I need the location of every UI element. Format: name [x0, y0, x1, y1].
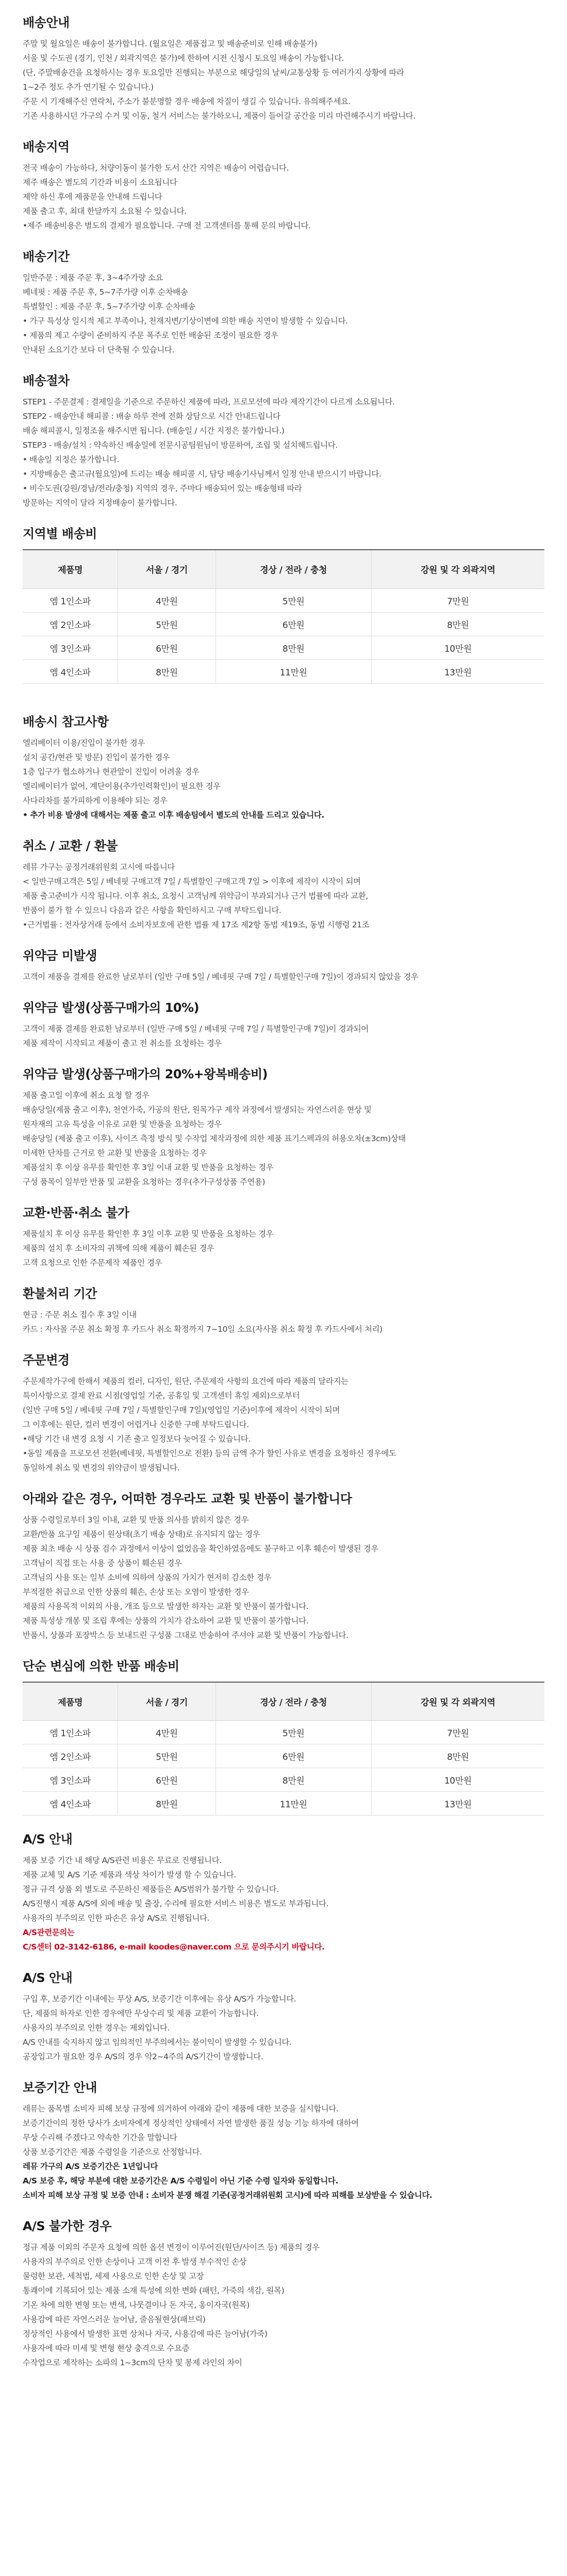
info-sections-group-3 [23, 1831, 544, 2370]
section-line: 고객이 제품 결제를 완료한 날로부터 (일반 구매 5일 / 베네핏 구매 7일 / 특별할인구매 7일)이 경과되어 [23, 1024, 369, 1033]
section-line: 동일하게 취소 및 변경의 위약금이 발생됩니다. [23, 1463, 180, 1472]
section-line: STEP3 - 배송/설치 : 약속하신 배송일에 전문시공팀원님이 방문하여, 조립 및 설치해드립니다. [23, 440, 338, 450]
table-cell: 엠 1인소파 [23, 1721, 118, 1744]
section-line: 서울 및 수도권 (경기, 인천 / 외곽지역은 불가)에 한하여 시전 신청시 토요일 배송이 가능합니다. [23, 54, 344, 63]
table-header-cell: 강원 및 각 외곽지역 [371, 550, 544, 588]
table-cell: 엠 2인소파 [23, 1744, 118, 1768]
section-line: 사용감에 따른 자연스러운 늘어남, 줄음될현상(패브릭) [23, 2315, 206, 2324]
section-title: 주문변경 [23, 1352, 70, 1367]
section-line: 부적절한 취급으로 인한 상품의 훼손, 손상 또는 오염이 발생한 경우 [23, 1587, 249, 1597]
table-row [23, 1792, 544, 1816]
table-row [23, 1721, 544, 1744]
table-cell: 5만원 [118, 1744, 215, 1768]
section-line: A/S 보증 후, 해당 부분에 대한 보증기간은 A/S 수령일이 아닌 기준 수령 일자와 동일합니다. [23, 2176, 339, 2185]
info-section [23, 1831, 544, 1954]
section-line: 제품 출고준비가 시작 됩니다. 이후 취소, 요청시 고객님께 위약금이 부과되거나 근거 법률에 따라 교환, [23, 891, 368, 901]
info-section [23, 838, 544, 932]
section-title: A/S 안내 [23, 1971, 73, 1985]
table-cell: 엠 4인소파 [23, 1792, 118, 1816]
section-line: 전국 배송이 가능하다, 처량이동이 불가한 도서 산간 지역은 배송이 어렵습니다. [23, 163, 289, 173]
section-line: STEP1 - 주문결제 : 결제일을 기준으로 주문하신 제품에 따라, 프로모션에 따라 제작기간이 다르게 소요됩니다. [23, 397, 395, 406]
table-cell: 8만원 [118, 659, 215, 683]
section-line: 엘리베이터 이용/진입이 불가한 경우 [23, 738, 145, 748]
section-line: 일반주문 : 제품 주문 후, 3~4주가량 소요 [23, 273, 163, 282]
table-cell: 8만원 [215, 636, 371, 659]
table-header-cell: 강원 및 각 외곽지역 [371, 1683, 544, 1721]
table-cell: 8만원 [371, 1744, 544, 1768]
section-line: 정규 규격 상품 외 별도로 주문하신 제품들은 A/S범위가 불가할 수 있습니다. [23, 1885, 279, 1894]
table-cell: 엠 3인소파 [23, 1768, 118, 1792]
section-line: • 추가 비용 발생에 대해서는 제품 출고 이후 배송팀에서 별도의 안내를 드리고 있습니다. [23, 810, 325, 820]
section-line: 주문제작가구에 한해서 제품의 컬러, 디자인, 원단, 주문제작 사항의 요건에 따라 제품의 달라지는 [23, 1376, 348, 1386]
section-line: 1~2주 정도 추가 연기될 수 있습니다.) [23, 82, 154, 92]
table-cell: 6만원 [215, 1744, 371, 1768]
table-row [23, 588, 544, 612]
section-line: 반품이 불가 할 수 있으니 다음과 같은 사항을 확인하시고 구매 부탁드립니다. [23, 905, 281, 915]
section-title: 위약금 발생(상품구매가의 10%) [23, 1000, 199, 1015]
info-sections-group-1 [23, 14, 544, 510]
section-line: 물렁한 보관, 세척법, 세제 사용으로 인한 손상 및 고장 [23, 2272, 204, 2281]
section-line: 제품의 사용목적 이외의 사용, 개조 등으로 발생한 하자는 교환 및 반품이 불가합니다. [23, 1601, 309, 1611]
info-section [23, 1285, 544, 1336]
section-line: 설치 공간/현관 및 방문) 진입이 불가한 경우 [23, 752, 170, 762]
section-line: 단, 제품의 하자로 인한 경우에만 무상수리 및 제품 교환이 가능합니다. [23, 2009, 259, 2018]
table-row [23, 1768, 544, 1792]
info-section [23, 2218, 544, 2370]
table-cell: 8만원 [118, 1792, 215, 1816]
info-section [23, 372, 544, 510]
info-section [23, 139, 544, 233]
section-line: 원자재의 고유 특성을 이유로 교환 및 반품을 요청하는 경우 [23, 1119, 222, 1129]
info-section [23, 14, 544, 123]
section-line: 고객님이 직접 또는 사용 중 상품이 훼손된 경우 [23, 1558, 182, 1568]
table-header-cell: 제품명 [23, 550, 118, 588]
section-line: A/S 안내를 숙지하지 않고 임의적인 부주의에서는 불이익이 발생할 수 있습니다. [23, 2038, 292, 2047]
section-line: 무상 수리해 주겠다고 약속한 기간을 말합니다 [23, 2133, 177, 2142]
section-line: 엘리베이터가 없어, 계단이용(추가인력확인)이 필요한 경우 [23, 781, 221, 791]
section-line: •해당 기간 내 변경 요청 시 기존 출고 일정보다 늦어질 수 있습니다. [23, 1434, 251, 1444]
info-section [23, 714, 544, 822]
table-cell: 11만원 [215, 659, 371, 683]
table-row [23, 659, 544, 683]
section-line: < 일반구매고객은 5일 / 베네핏 구매고객 7일 / 특별할인 구매고객 7일 > 이후에 제작이 시작이 되며 [23, 876, 361, 886]
section-line: 주문 시 기재해주신 연락처, 주소가 불분명할 경우 배송에 차질이 생길 수 있습니다. 유의해주세요. [23, 97, 351, 106]
table-cell: 8만원 [215, 1768, 371, 1792]
table-header-cell: 경상 / 전라 / 충청 [215, 1683, 371, 1721]
section-line: 정상적인 사용에서 발생한 표면 상처나 자국, 사용감에 따른 늘어남(가죽) [23, 2329, 268, 2338]
section-line: 수작업으로 제작하는 소파의 1~3cm의 단차 및 봉제 라인의 차이 [23, 2358, 242, 2367]
info-section [23, 1066, 544, 1189]
section-line: 사용자의 부주의로 인한 경우는 제외입니다. [23, 2023, 170, 2032]
section-line: •동일 제품을 프로모션 전환(베네핏, 특별할인으로 전환) 등의 금액 추가 할인 사유로 변경을 요청하신 경우에도 [23, 1448, 396, 1458]
table-cell: 6만원 [118, 1768, 215, 1792]
section-title: 배송안내 [23, 15, 70, 30]
section-line: 그 이후에는 원단, 컬러 변경이 어렵거나 신중한 구매 부탁드립니다. [23, 1419, 249, 1429]
section-line: STEP2 - 배송안내 해피콜 : 배송 하루 전에 전화 상담으로 시간 안내드립니다 [23, 412, 280, 421]
table-cell: 11만원 [215, 1792, 371, 1816]
section-line: A/S관련문의는 [23, 1928, 75, 1937]
section-line: 제품 교체 및 A/S 기준 제품과 색상 차이가 발생 할 수 있습니다. [23, 1870, 236, 1879]
section-line: 제품 출고 후, 최대 한달까지 소요될 수 있습니다. [23, 207, 187, 216]
section-line: 사용자의 부주의로 인한 손상이나 고객 이전 후 발생 부수적인 손상 [23, 2257, 247, 2266]
section-line: 제품 제작이 시작되고 제품이 출고 전 취소를 요청하는 경우 [23, 1038, 222, 1048]
section-line: • 배송일 지정은 불가합니다. [23, 455, 120, 464]
section-line: 상품 보증기간은 제품 수령일을 기준으로 산정합니다. [23, 2147, 202, 2157]
table-cell: 8만원 [371, 612, 544, 636]
section-line: 주말 및 월요일은 배송이 불가합니다. (월요일은 제품접고 및 배송준비로 인해 배송불가) [23, 39, 318, 48]
section-line: 제품 보증 기간 내 해당 A/S관련 비용은 무료로 진행됩니다. [23, 1856, 222, 1865]
section-line: 배송당일 (제품 출고 이후), 사이즈 측정 방식 및 수작업 제작과정에 의한 제품 표기스펙과의 허용오차(±3cm)상태 [23, 1133, 406, 1143]
section-line: •제주 배송비용은 별도의 결제가 필요합니다. 구매 전 고객센터를 통해 문의 바랍니다. [23, 221, 311, 230]
table-row [23, 612, 544, 636]
table-cell: 5만원 [215, 588, 371, 612]
section-line: 기존 사용하시던 가구의 수거 및 이동, 철거 서비스는 불가하오니, 제품이 들어갈 공간을 미리 마련해주시기 바랍니다. [23, 111, 415, 121]
section-line: 1층 입구가 협소하거나 현관앞이 진입이 어려울 경우 [23, 767, 199, 776]
info-section [23, 1970, 544, 2064]
section-line: 제품설치 후 이상 유무를 확인한 후 3일 이내 교환 및 반품을 요청하는 경우 [23, 1162, 274, 1172]
table-header-cell: 서울 / 경기 [118, 1683, 215, 1721]
fee-table-1-title: 지역별 배송비 [23, 527, 97, 541]
table-cell: 10만원 [371, 1768, 544, 1792]
fee-table-1 [23, 549, 544, 684]
info-section [23, 1352, 544, 1475]
section-line: 특이사항으로 결제 완료 시점(영업일 기준, 공휴일 및 고객센터 휴일 제외)으로부터 [23, 1391, 300, 1400]
table-header-cell: 서울 / 경기 [118, 550, 215, 588]
section-title: 아래와 같은 경우, 어떠한 경우라도 교환 및 반품이 불가합니다 [23, 1491, 352, 1506]
section-line: • 비수도권(강원/경남/전라/충청) 지역의 경우, 주마다 배송되어 있는 배송형태 따라 [23, 484, 302, 493]
table-cell: 엠 1인소파 [23, 588, 118, 612]
info-section [23, 1205, 544, 1270]
section-line: 제품 최초 배송 시 상품 검수 과정에서 이상이 없었음을 확인하였음에도 불구하고 이후 훼손이 발생된 경우 [23, 1544, 379, 1553]
section-line: 베네핏 : 제품 주문 후, 5~7주가량 이후 순차배송 [23, 287, 188, 297]
table-cell: 엠 2인소파 [23, 612, 118, 636]
section-line: 고객님의 사용 또는 일부 소비에 의하여 상품의 가치가 현저히 감소한 경우 [23, 1572, 272, 1582]
section-title: A/S 안내 [23, 1832, 73, 1846]
section-line: 방문하는 지역이 달라 지정배송이 불가합니다. [23, 498, 177, 507]
section-line: 안내된 소요기간 보다 더 단축될 수 있습니다. [23, 345, 175, 354]
section-line: 레뮤 가구의 A/S 보증기간은 1년입니다 [23, 2162, 158, 2171]
section-title: 배송지역 [23, 140, 70, 154]
section-line: 현금 : 주문 취소 접수 후 3일 이내 [23, 1310, 137, 1319]
table-header-cell: 경상 / 전라 / 충청 [215, 550, 371, 588]
section-line: 제품 출고일 이후에 취소 요청 할 경우 [23, 1090, 149, 1100]
section-title: 보증기간 안내 [23, 2080, 97, 2095]
table-cell: 4만원 [118, 1721, 215, 1744]
section-line: 공장입고가 필요한 경우 A/S의 경우 약2~4주의 A/S기간이 발생합니다. [23, 2052, 263, 2061]
section-line: 기온 차에 의한 변형 또는 변색, 나뭇결이나 돈 자국, 옹이자국(원목) [23, 2300, 249, 2310]
section-line: 고객이 제품을 결제를 완료한 날로부터 (일반 구매 5일 / 베네핏 구매 7일 / 특별할인구매 7일)이 경과되지 않았을 경우 [23, 972, 419, 981]
section-line: 사다리차를 불가피하게 이용해야 되는 경우 [23, 795, 168, 805]
info-section [23, 999, 544, 1050]
section-title: 위약금 미발생 [23, 948, 97, 963]
fee-table-2-title: 단순 변심에 의한 반품 배송비 [23, 1658, 179, 1673]
section-title: 배송시 참고사항 [23, 714, 109, 729]
section-line: 보증기간이의 정한 당사가 소비자에게 정상적인 상태에서 자연 발생한 품질 성능 기능 하자에 대하여 [23, 2119, 359, 2128]
table-cell: 13만원 [371, 1792, 544, 1816]
table-cell: 6만원 [118, 636, 215, 659]
section-title: 배송기간 [23, 249, 70, 264]
table-cell: 4만원 [118, 588, 215, 612]
section-title: 배송절차 [23, 374, 70, 388]
info-section [23, 1490, 544, 1642]
section-line: 사용자의 부주의로 인한 파손은 유상 A/S로 진행됩니다. [23, 1913, 210, 1923]
section-line: 구입 후, 보증기간 이내에는 무상 A/S, 보증기간 이후에는 유상 A/S가 가능합니다. [23, 1994, 296, 2004]
section-line: 레뮤는 품목별 소비자 피해 보상 규정에 의거하여 아래와 같이 제품에 대한 보증을 실시합니다. [23, 2104, 339, 2113]
section-line: 제품의 설치 후 소비자의 귀책에 의해 제품이 훼손된 경우 [23, 1243, 214, 1253]
section-line: A/S진행시 제품 A/S에 외에 배송 및 출장, 수리에 필요한 서비스 비용은 별도로 부과됩니다. [23, 1899, 329, 1908]
section-line: 사용자에 따라 미세 및 변형 현상 충격으로 수요증 [23, 2344, 190, 2353]
section-line: 상품 수령일로부터 3일 이내, 교환 및 반품 의사를 밝히지 않은 경우 [23, 1515, 249, 1524]
section-title: 취소 / 교환 / 환불 [23, 838, 118, 853]
info-section [23, 947, 544, 984]
table-cell: 7만원 [371, 1721, 544, 1744]
section-title: 환불처리 기간 [23, 1286, 97, 1301]
section-line: (일반 구매 5일 / 베네핏 구매 7일 / 특별할인구매 7일)(영업일 기준)이후에 제작이 시작이 되며 [23, 1405, 340, 1415]
section-line: 제주 배송은 별도의 기간과 비용이 소요됩니다 [23, 178, 177, 187]
section-line: 제약 하신 후에 제품문을 안내해 드립니다 [23, 192, 162, 201]
section-line: 소비자 피해 보상 규정 및 보증 안내 : 소비자 분쟁 해결 기준(공정거래위원회 고시)에 따라 피해를 보상받을 수 있습니다. [23, 2191, 432, 2200]
table-cell: 5만원 [118, 612, 215, 636]
table-row [23, 636, 544, 659]
section-line: 반품시, 상품과 포장박스 등 보내드린 구성품 그대로 반송하여 주셔야 교환 및 반품이 가능합니다. [23, 1630, 348, 1640]
fee-table-2 [23, 1682, 544, 1816]
section-line: 특별할인 : 제품 주문 후, 5~7주가량 이후 순차배송 [23, 302, 195, 311]
fee-table-2-section [23, 1658, 544, 1816]
section-title: 위약금 발생(상품구매가의 20%+왕복배송비) [23, 1066, 268, 1081]
table-header-cell: 제품명 [23, 1683, 118, 1721]
section-line: • 제품의 제고 수량이 준비하지 주문 폭주로 인한 배송된 조정이 필요한 경우 [23, 331, 278, 340]
section-line: 배송 해피콜시, 일정조율 해주시면 됩니다. (배송일 / 시간 지정은 불가합니다.) [23, 426, 285, 435]
section-line: 정규 제품 이외의 주문자 요청에 의한 옵션 변경이 이루어진(원단/사이즈 등) 제품의 경우 [23, 2243, 320, 2252]
section-title: 교환·반품·취소 불가 [23, 1205, 129, 1220]
table-cell: 5만원 [215, 1721, 371, 1744]
table-cell: 6만원 [215, 612, 371, 636]
section-line: 미세한 단차를 근거로 한 교환 및 반품을 요청하는 경우 [23, 1148, 207, 1158]
table-cell: 7만원 [371, 588, 544, 612]
section-line: 제품설치 후 이상 유무를 확인한 후 3일 이후 교환 및 반품을 요청하는 경우 [23, 1229, 274, 1239]
table-cell: 엠 3인소파 [23, 636, 118, 659]
section-line: •근거법률 : 전자상거래 등에서 소비자보호에 관한 법률 제 17조 제2항 동법 제19조, 동법 시행령 21조 [23, 920, 370, 929]
section-line: 구성 품목이 일부만 반품 및 교환을 요청하는 경우(추가구성상품 주연용) [23, 1177, 265, 1187]
section-line: C/S센터 02-3142-6186, e-mail koodes@naver.com 으로 문의주시기 바랍니다. [23, 1942, 325, 1952]
section-line: 제품 특성상 개봉 및 조립 후에는 상품의 가치가 감소하여 교환 및 반품이 불가합니다. [23, 1616, 309, 1625]
section-line: 고객 요청으로 인한 주문제작 제품인 경우 [23, 1258, 162, 1267]
section-line: • 지방배송은 출고규(월요일)에 드리는 배송 해피콜 시, 담당 배송기사님께서 일정 안내 받으시기 바랍니다. [23, 469, 381, 479]
section-line: • 가구 특성상 일시적 제고 부족이나, 천재지변/기상이변에 의한 배송 지연이 발생할 수 있습니다. [23, 316, 348, 326]
info-section [23, 248, 544, 357]
section-line: 배송당일(제품 출고 이후), 천연가죽, 가공의 원단, 원목가구 제작 과정에서 발생되는 자연스러운 현상 및 [23, 1105, 372, 1114]
section-line: 레뮤 가구는 공정거래위원회 고시에 따릅니다 [23, 862, 175, 872]
section-line: 통쾌이에 기복되어 있는 제품 소재 특성에 의한 변화 (패턴, 가죽의 색감, 원목) [23, 2286, 285, 2295]
fee-table-1-section [23, 526, 544, 684]
table-cell: 엠 4인소파 [23, 659, 118, 683]
section-title: A/S 불가한 경우 [23, 2219, 112, 2233]
table-cell: 13만원 [371, 659, 544, 683]
table-cell: 10만원 [371, 636, 544, 659]
section-line: 교환/반품 요구일 제품이 원상태(초기 배송 상태)로 유지되지 않는 경우 [23, 1529, 260, 1539]
info-sections-group-2 [23, 714, 544, 1642]
section-line: (단, 주말배송건을 요청하시는 경우 토요일만 진행되는 부분으로 해당일의 날씨/교통상황 등 여러가지 상황에 따라 [23, 68, 404, 77]
section-line: 카드 : 자사몰 주문 취소 확정 후 카드사 취소 확정까지 7~10일 소요(자사몰 취소 확정 후 카드사에서 처리) [23, 1324, 382, 1334]
table-row [23, 1744, 544, 1768]
info-section [23, 2079, 544, 2202]
